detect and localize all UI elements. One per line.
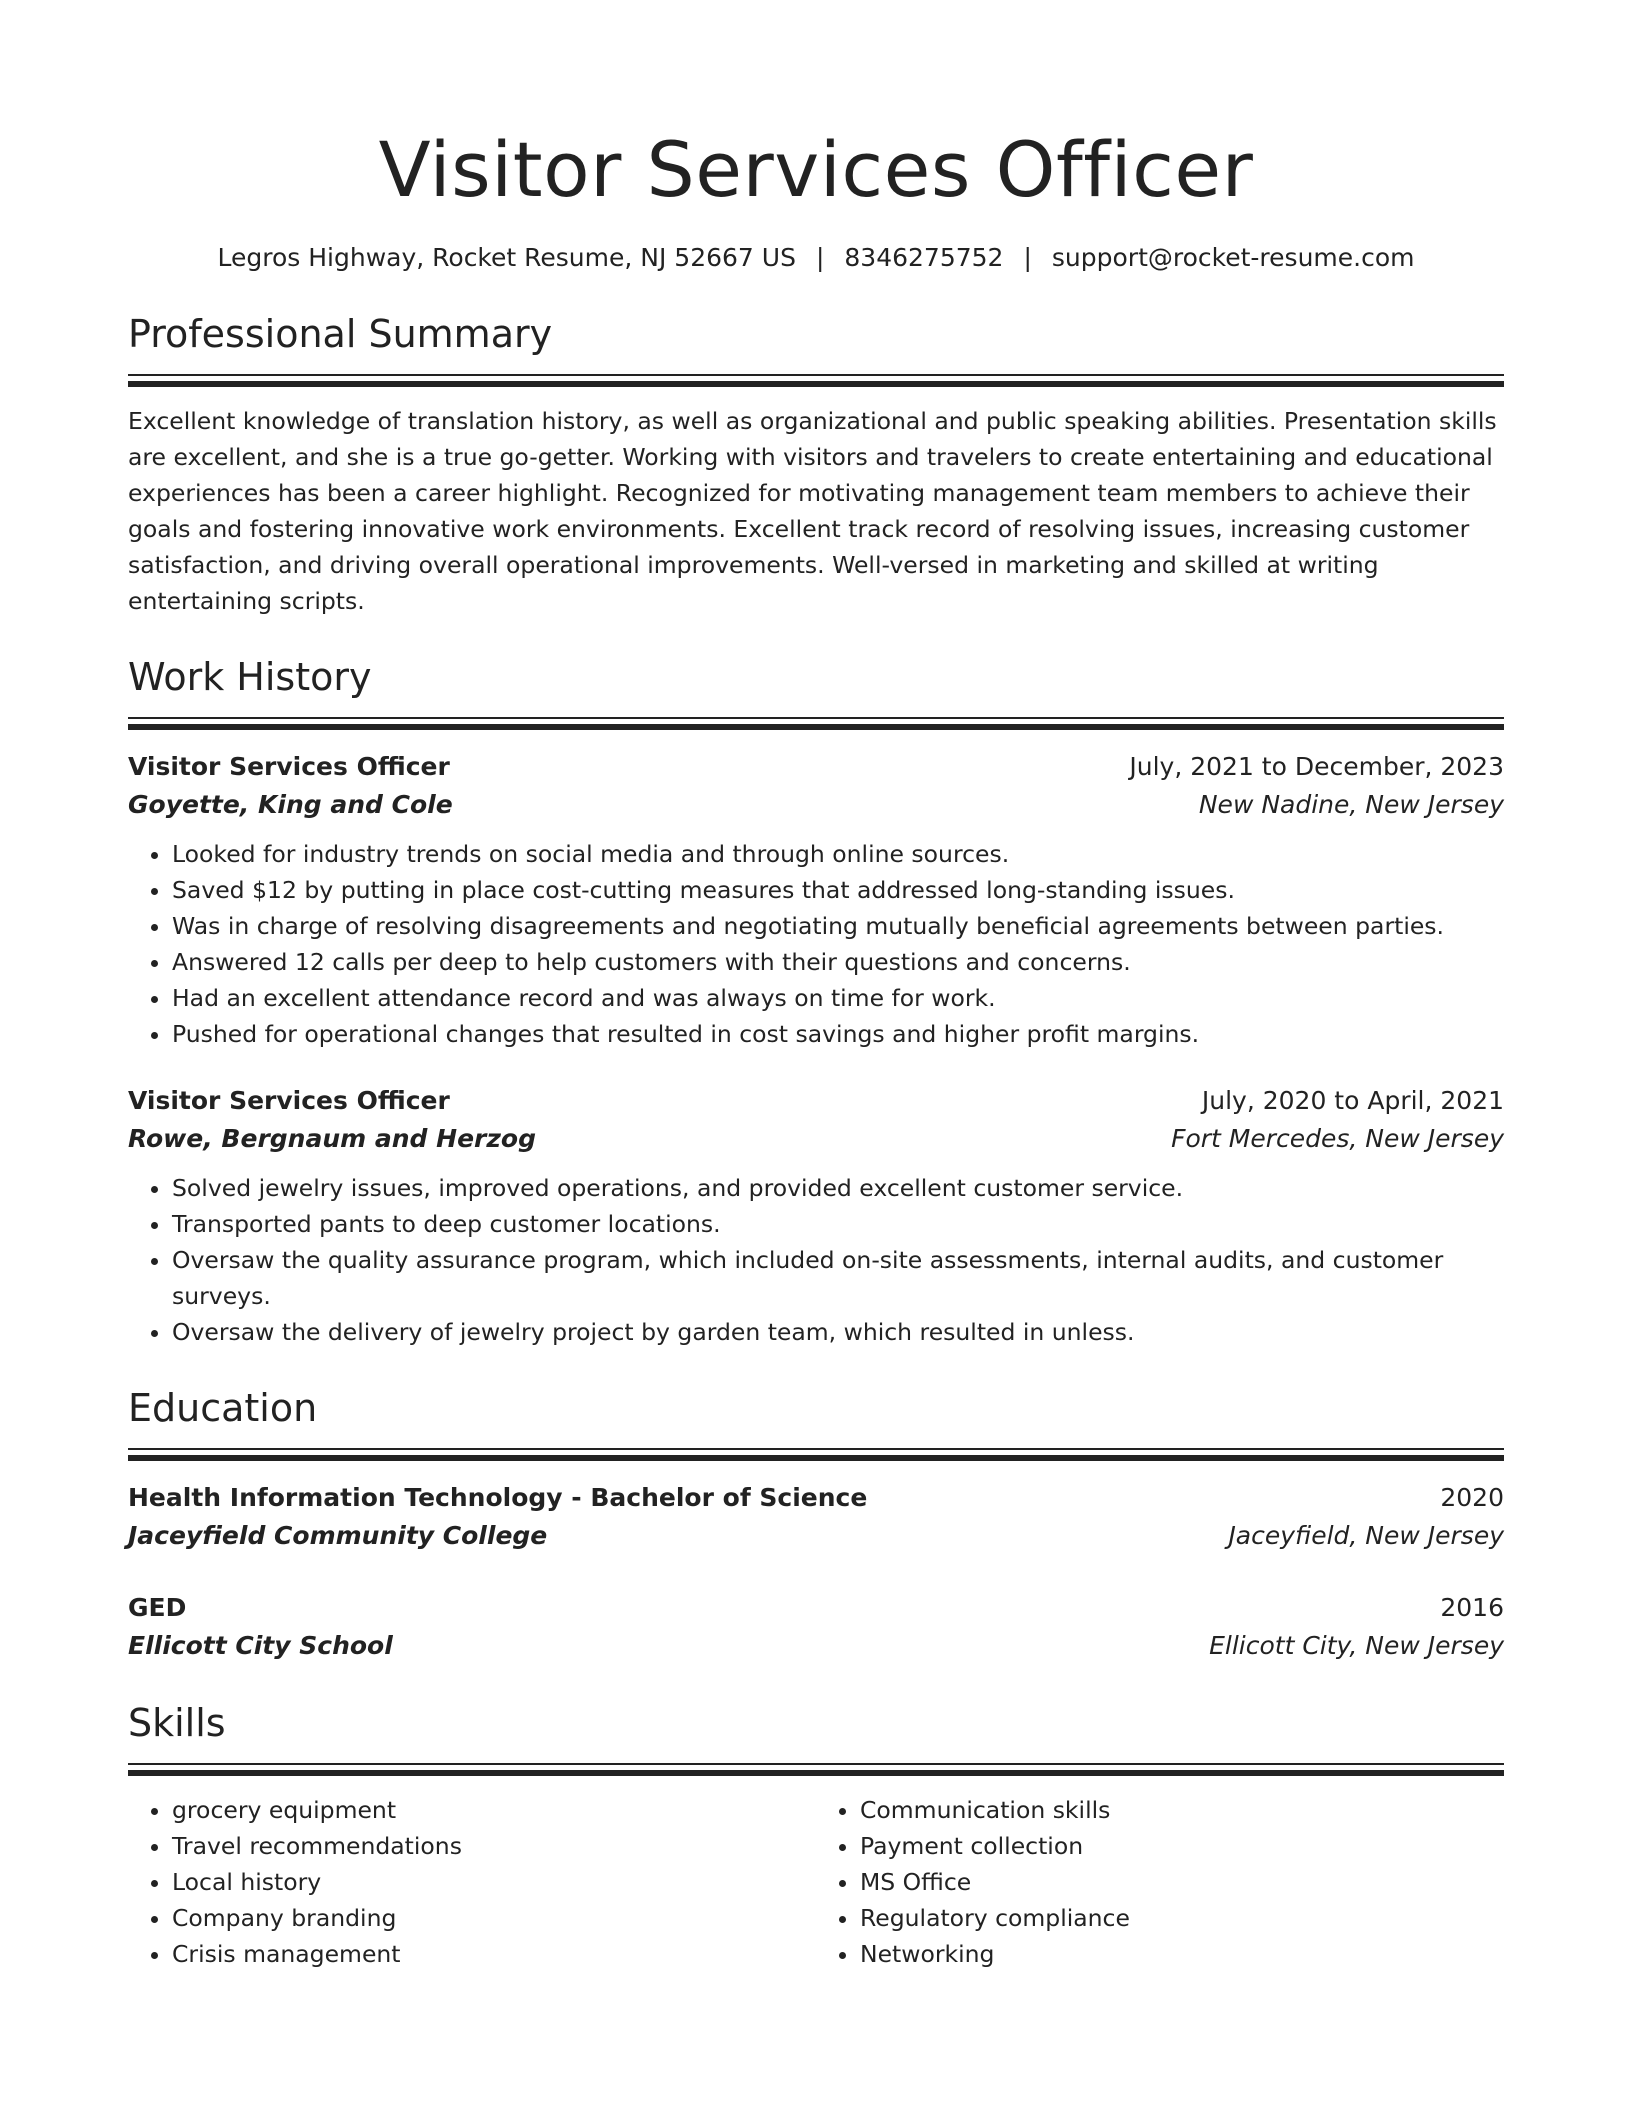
- resume-name: Visitor Services Officer: [378, 125, 1254, 214]
- list-item: • Transported pants to deep customer locations.: [172, 1206, 1504, 1242]
- school-location: Jaceyfield, New Jersey: [1228, 1521, 1504, 1550]
- list-item: • Travel recommendations: [172, 1828, 816, 1864]
- summary-section: [128, 308, 1504, 619]
- degree-title: Health Information Technology - Bachelor of Science: [128, 1483, 868, 1512]
- list-item: • grocery equipment: [172, 1792, 816, 1828]
- job-company: Goyette, King and Cole: [128, 790, 453, 819]
- job-title: Visitor Services Officer: [128, 1086, 450, 1115]
- list-item: • Pushed for operational changes that resulted in cost savings and higher profit margins.: [172, 1016, 1504, 1052]
- list-item: • Local history: [172, 1864, 816, 1900]
- list-item: • Solved jewelry issues, improved operations, and provided excellent customer service.: [172, 1170, 1504, 1206]
- contact-email: support@rocket-resume.com: [1051, 243, 1415, 272]
- section-title: Education: [128, 1386, 318, 1430]
- section-title: Work History: [128, 655, 372, 699]
- list-item: • Oversaw the quality assurance program, which included on-site assessments, internal audits, and customer surveys.: [172, 1242, 1504, 1314]
- list-item: • Crisis management: [172, 1936, 816, 1972]
- education-year: 2020: [1440, 1483, 1504, 1512]
- skills-section: [128, 1697, 1504, 1972]
- job-entry: [128, 1082, 1504, 1350]
- skills-list-right: [816, 1792, 1504, 1972]
- list-item: • Company branding: [172, 1900, 816, 1936]
- list-item: • Payment collection: [860, 1828, 1504, 1864]
- education-year: 2016: [1440, 1593, 1504, 1622]
- contact-line: [128, 240, 1504, 276]
- job-location: New Nadine, New Jersey: [1198, 790, 1504, 819]
- degree-title: GED: [128, 1593, 187, 1622]
- school-name: Jaceyfield Community College: [128, 1521, 548, 1550]
- school-location: Ellicott City, New Jersey: [1209, 1631, 1504, 1660]
- job-location: Fort Mercedes, New Jersey: [1171, 1124, 1504, 1153]
- contact-separator: |: [815, 243, 825, 272]
- skills-columns: [128, 1792, 1504, 1972]
- contact-separator: |: [1023, 243, 1032, 272]
- education-entry: [128, 1589, 1504, 1665]
- section-divider: [128, 1763, 1504, 1776]
- list-item: • Was in charge of resolving disagreements and negotiating mutually beneficial agreements between parties.: [172, 908, 1504, 944]
- section-title: Skills: [128, 1701, 226, 1745]
- job-bullets: [128, 1170, 1504, 1350]
- list-item: • Looked for industry trends on social media and through online sources.: [172, 836, 1504, 872]
- skills-list-left: [128, 1792, 816, 1972]
- job-dates: July, 2020 to April, 2021: [1201, 1086, 1504, 1115]
- section-divider: [128, 374, 1504, 387]
- section-divider: [128, 1448, 1504, 1461]
- list-item: • Answered 12 calls per deep to help customers with their questions and concerns.: [172, 944, 1504, 980]
- job-dates: July, 2021 to December, 2023: [1129, 752, 1504, 781]
- list-item: • Oversaw the delivery of jewelry project by garden team, which resulted in unless.: [172, 1314, 1504, 1350]
- section-title: Professional Summary: [128, 312, 553, 356]
- summary-text: Excellent knowledge of translation history, as well as organizational and public speaking abilities. Presentation skills are excellent, and she is a true go-getter. Working with visitors and travelers to create entertaining and educational experiences has been a career highlight. Recognized for motivating management team members to achieve their goals and fostering innovative work environments. Excellent track record of resolving issues, increasing customer satisfaction, and driving overall operational improvements. Well-versed in marketing and skilled at writing entertaining scripts.: [128, 407, 1497, 615]
- education-section: [128, 1382, 1504, 1665]
- job-title: Visitor Services Officer: [128, 752, 450, 781]
- school-name: Ellicott City School: [128, 1631, 393, 1660]
- list-item: • Regulatory compliance: [860, 1900, 1504, 1936]
- list-item: • Networking: [860, 1936, 1504, 1972]
- contact-address: Legros Highway, Rocket Resume, NJ 52667 US: [217, 243, 796, 272]
- list-item: • Communication skills: [860, 1792, 1504, 1828]
- contact-phone: 8346275752: [844, 243, 1004, 272]
- education-entry: [128, 1479, 1504, 1555]
- job-company: Rowe, Bergnaum and Herzog: [128, 1124, 536, 1153]
- list-item: • Saved $12 by putting in place cost-cutting measures that addressed long-standing issues.: [172, 872, 1504, 908]
- list-item: • MS Office: [860, 1864, 1504, 1900]
- section-divider: [128, 717, 1504, 730]
- job-entry: [128, 748, 1504, 1052]
- work-history-section: [128, 651, 1504, 1350]
- job-bullets: [128, 836, 1504, 1052]
- list-item: • Had an excellent attendance record and was always on time for work.: [172, 980, 1504, 1016]
